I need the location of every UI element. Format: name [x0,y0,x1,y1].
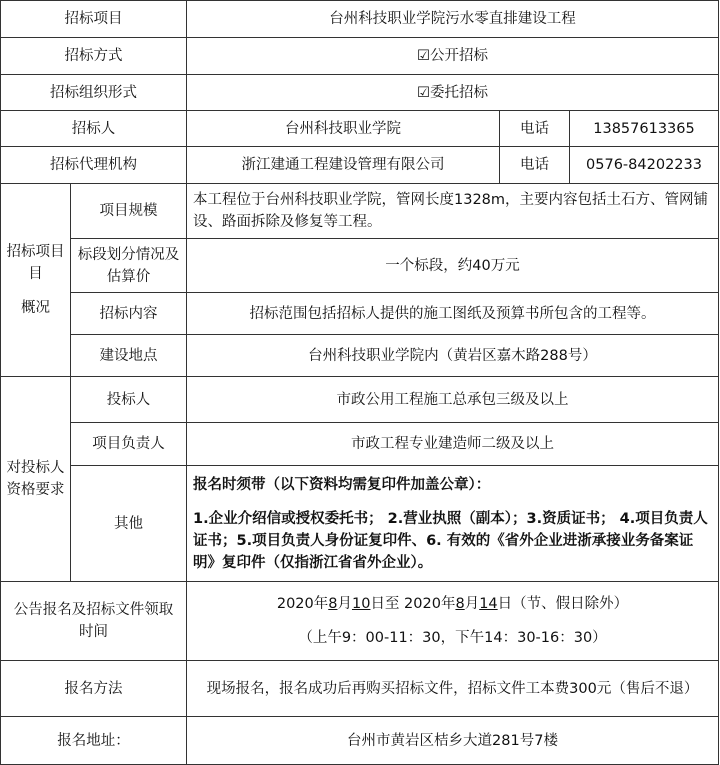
agency-phone-label: 电话 [500,147,570,184]
org-form-label: 招标组织形式 [1,75,187,111]
row-scale [1,184,719,239]
other-value [187,466,719,582]
date-prefix: 2020年 [276,596,329,612]
end-suffix: 日（节、假日除外） [497,596,629,612]
end-day: 14 [479,596,498,612]
sections-label: 标段划分情况及估算价 [71,239,187,293]
start-month: 8 [328,596,338,612]
row-method [1,38,719,75]
month-suffix: 月 [337,596,352,612]
row-content [1,293,719,335]
content-label: 招标内容 [71,293,187,335]
project-label: 招标项目 [1,1,187,38]
qualification-group-label: 对投标人资格要求 [1,377,71,582]
registration-method-label: 报名方法 [1,661,187,717]
other-label: 其他 [71,466,187,582]
tenderer-phone-label: 电话 [500,111,570,147]
content-value: 招标范围包括招标人提供的施工图纸及预算书所包含的工程等。 [187,293,719,335]
method-value: ☑公开招标 [187,38,719,75]
method-label: 招标方式 [1,38,187,75]
day-suffix: 日至 2020年 [370,596,456,612]
location-value: 台州科技职业学院内（黄岩区嘉木路288号） [187,335,719,377]
start-day: 10 [351,596,371,612]
other-items: 1.企业介绍信或授权委托书； 2.营业执照（副本）；3.资质证书； 4.项目负责人证书；5.项目负责人身份证复印件、6. 有效的《省外企业进浙承接业务备案证明》复印件（仅指浙江省省外企业）。 [193,510,708,571]
agency-value: 浙江建通工程建设管理有限公司 [187,147,500,184]
bidder-label: 投标人 [71,377,187,423]
registration-time-value [187,582,719,661]
other-heading: 报名时须带（以下资料均需复印件加盖公章）： [193,476,491,493]
manager-label: 项目负责人 [71,423,187,466]
project-value: 台州科技职业学院污水零直排建设工程 [187,1,719,38]
end-month-suffix: 月 [464,596,480,612]
row-other [1,466,719,582]
tenderer-phone: 13857613365 [570,111,719,147]
row-registration-time [1,582,719,661]
sections-value: 一个标段，约40万元 [187,239,719,293]
end-month: 8 [455,596,465,612]
row-registration-method [1,661,719,717]
row-registration-address [1,717,719,765]
scale-label: 项目规模 [71,184,187,239]
registration-method-value: 现场报名，报名成功后再购买招标文件，招标文件工本费300元（售后不退） [187,661,719,717]
registration-hours: （上午9：00-11：30，下午14：30-16：30） [298,630,607,646]
bidder-value: 市政公用工程施工总承包三级及以上 [187,377,719,423]
row-org-form [1,75,719,111]
scale-value: 本工程位于台州科技职业学院，管网长度1328m，主要内容包括土石方、管网铺设、路面拆除及修复等工程。 [187,184,719,239]
overview-group-label [1,184,71,377]
agency-phone: 0576-84202233 [570,147,719,184]
registration-address-value: 台州市黄岩区桔乡大道281号7楼 [187,717,719,765]
location-label: 建设地点 [71,335,187,377]
org-form-value: ☑委托招标 [187,75,719,111]
row-tenderer [1,111,719,147]
row-manager [1,423,719,466]
overview-group-label-line1: 招标项目目 [6,244,65,282]
row-agency [1,147,719,184]
row-bidder [1,377,719,423]
row-project [1,1,719,38]
registration-date-range [193,593,712,615]
tenderer-label: 招标人 [1,111,187,147]
overview-group-label-line2: 概况 [21,300,50,316]
registration-time-label: 公告报名及招标文件领取时间 [1,582,187,661]
row-sections [1,239,719,293]
row-location [1,335,719,377]
agency-label: 招标代理机构 [1,147,187,184]
tenderer-value: 台州科技职业学院 [187,111,500,147]
manager-value: 市政工程专业建造师二级及以上 [187,423,719,466]
registration-address-label: 报名地址： [1,717,187,765]
